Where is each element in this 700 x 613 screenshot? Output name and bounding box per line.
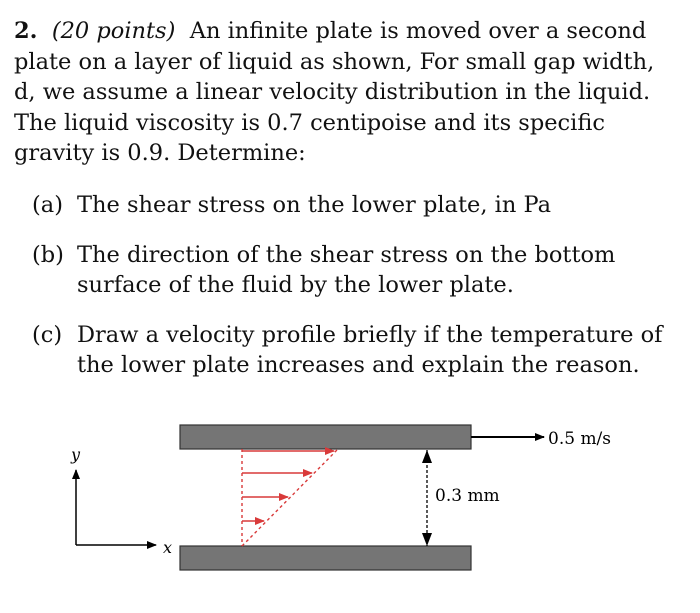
y-axis-label: y [71, 445, 81, 464]
upper-plate [180, 425, 471, 449]
velocity-label: 0.5 m/s [548, 429, 612, 449]
part-a [32, 190, 677, 220]
x-axis-label: x [163, 538, 173, 557]
problem-points: (20 points) [51, 18, 176, 44]
part-a-text: The shear stress on the lower plate, in Pa [77, 192, 552, 218]
part-c-label: (c) [32, 322, 63, 348]
plate-diagram [0, 400, 700, 613]
problem-text: An infinite plate is moved over a second plate on a layer of liquid as shown, For small gap width, d, we assume a linear velocity distribution in the liquid. The liquid viscosity is 0.7 centipoise and its specific gravity is 0.9. Determine: [14, 18, 655, 166]
gap-dimension [422, 450, 432, 546]
question-parts [32, 190, 677, 400]
coordinate-axes [76, 470, 156, 545]
velocity-profile [242, 449, 338, 546]
lower-plate [180, 546, 471, 570]
gap-label: 0.3 mm [435, 486, 500, 506]
part-c [32, 320, 677, 380]
problem-number: 2. [14, 18, 38, 44]
part-c-text: Draw a velocity profile briefly if the temperature of the lower plate increases and explain the reason. [77, 322, 663, 378]
part-b [32, 240, 677, 300]
part-b-text: The direction of the shear stress on the bottom surface of the fluid by the lower plate. [77, 242, 616, 298]
part-a-label: (a) [32, 192, 63, 218]
problem-statement [14, 16, 674, 169]
problem-paragraph [14, 16, 674, 169]
part-b-label: (b) [32, 242, 64, 268]
